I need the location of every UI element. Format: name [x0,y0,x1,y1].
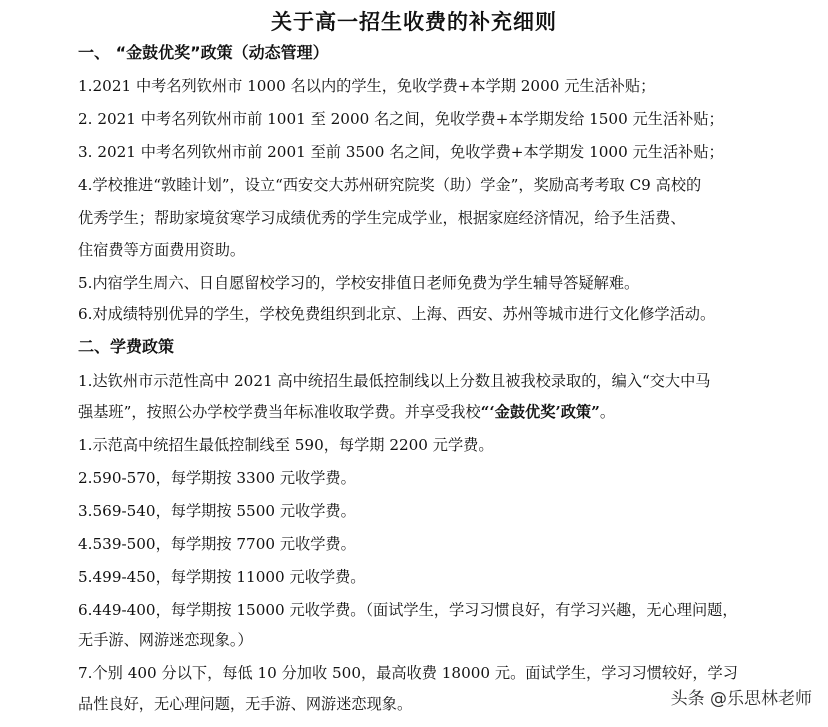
section-2-heading: 二、学费政策 [78,337,175,356]
golden-drum-policy-label: “‘金鼓优奖’政策” [480,403,600,421]
tuition-tier-5: 5.499-450，每学期按 11000 元收学费。 [78,568,366,586]
tuition-tier-2: 2.590-570，每学期按 3300 元收学费。 [78,469,356,487]
source-watermark: 头条 @乐思林老师 [670,689,812,709]
policy-item-4-line-2: 优秀学生；帮助家境贫寒学习成绩优秀的学生完成学业，根据家庭经济情况，给予生活费、 [78,209,686,227]
tuition-tier-1: 1.示范高中统招生最低控制线至 590，每学期 2200 元学费。 [78,436,494,454]
tuition-tier-3: 3.569-540，每学期按 5500 元收学费。 [78,502,356,520]
policy-item-5: 5.内宿学生周六、日自愿留校学习的，学校安排值日老师免费为学生辅导答疑解难。 [78,274,640,292]
tuition-intro-line-2 [78,402,615,422]
tuition-intro-suffix: 。 [599,403,615,421]
tuition-intro-line-1: 1.达钦州市示范性高中 2021 高中统招生最低控制线以上分数且被我校录取的，编入“交大中马 [78,372,711,390]
policy-item-4-line-3: 住宿费等方面费用资助。 [78,241,246,259]
policy-item-2: 2. 2021 中考名列钦州市前 1001 至 2000 名之间，免收学费+本学期发给 1500 元生活补贴； [78,110,724,128]
tuition-tier-7-line-2: 品性良好，无心理问题，无手游、网游迷恋现象。 [78,695,413,713]
policy-item-6: 6.对成绩特别优异的学生，学校免费组织到北京、上海、西安、苏州等城市进行文化修学活动。 [78,305,716,323]
policy-item-1: 1.2021 中考名列钦州市 1000 名以内的学生，免收学费+本学期 2000 元生活补贴； [78,77,656,95]
section-1-heading: 一、 “金鼓优奖”政策（动态管理） [78,43,329,62]
tuition-tier-6-line-2: 无手游、网游迷恋现象。） [78,631,253,649]
policy-item-4-line-1: 4.学校推进“敦睦计划”，设立“西安交大苏州研究院奖（助）学金”，奖励高考考取 C9 高校的 [78,176,702,194]
document-title: 关于高一招生收费的补充细则 [271,10,557,34]
tuition-intro-prefix: 强基班”，按照公办学校学费当年标准收取学费。并享受我校 [78,403,481,421]
policy-item-3: 3. 2021 中考名列钦州市前 2001 至前 3500 名之间，免收学费+本学期发 1000 元生活补贴； [78,143,724,161]
tuition-tier-6-line-1: 6.449-400，每学期按 15000 元收学费。（面试学生，学习习惯良好，有学习兴趣，无心理问题， [78,601,738,619]
tuition-tier-4: 4.539-500，每学期按 7700 元收学费。 [78,535,356,553]
tuition-tier-7-line-1: 7.个别 400 分以下，每低 10 分加收 500，最高收费 18000 元。面试学生，学习习惯较好，学习 [78,664,738,682]
